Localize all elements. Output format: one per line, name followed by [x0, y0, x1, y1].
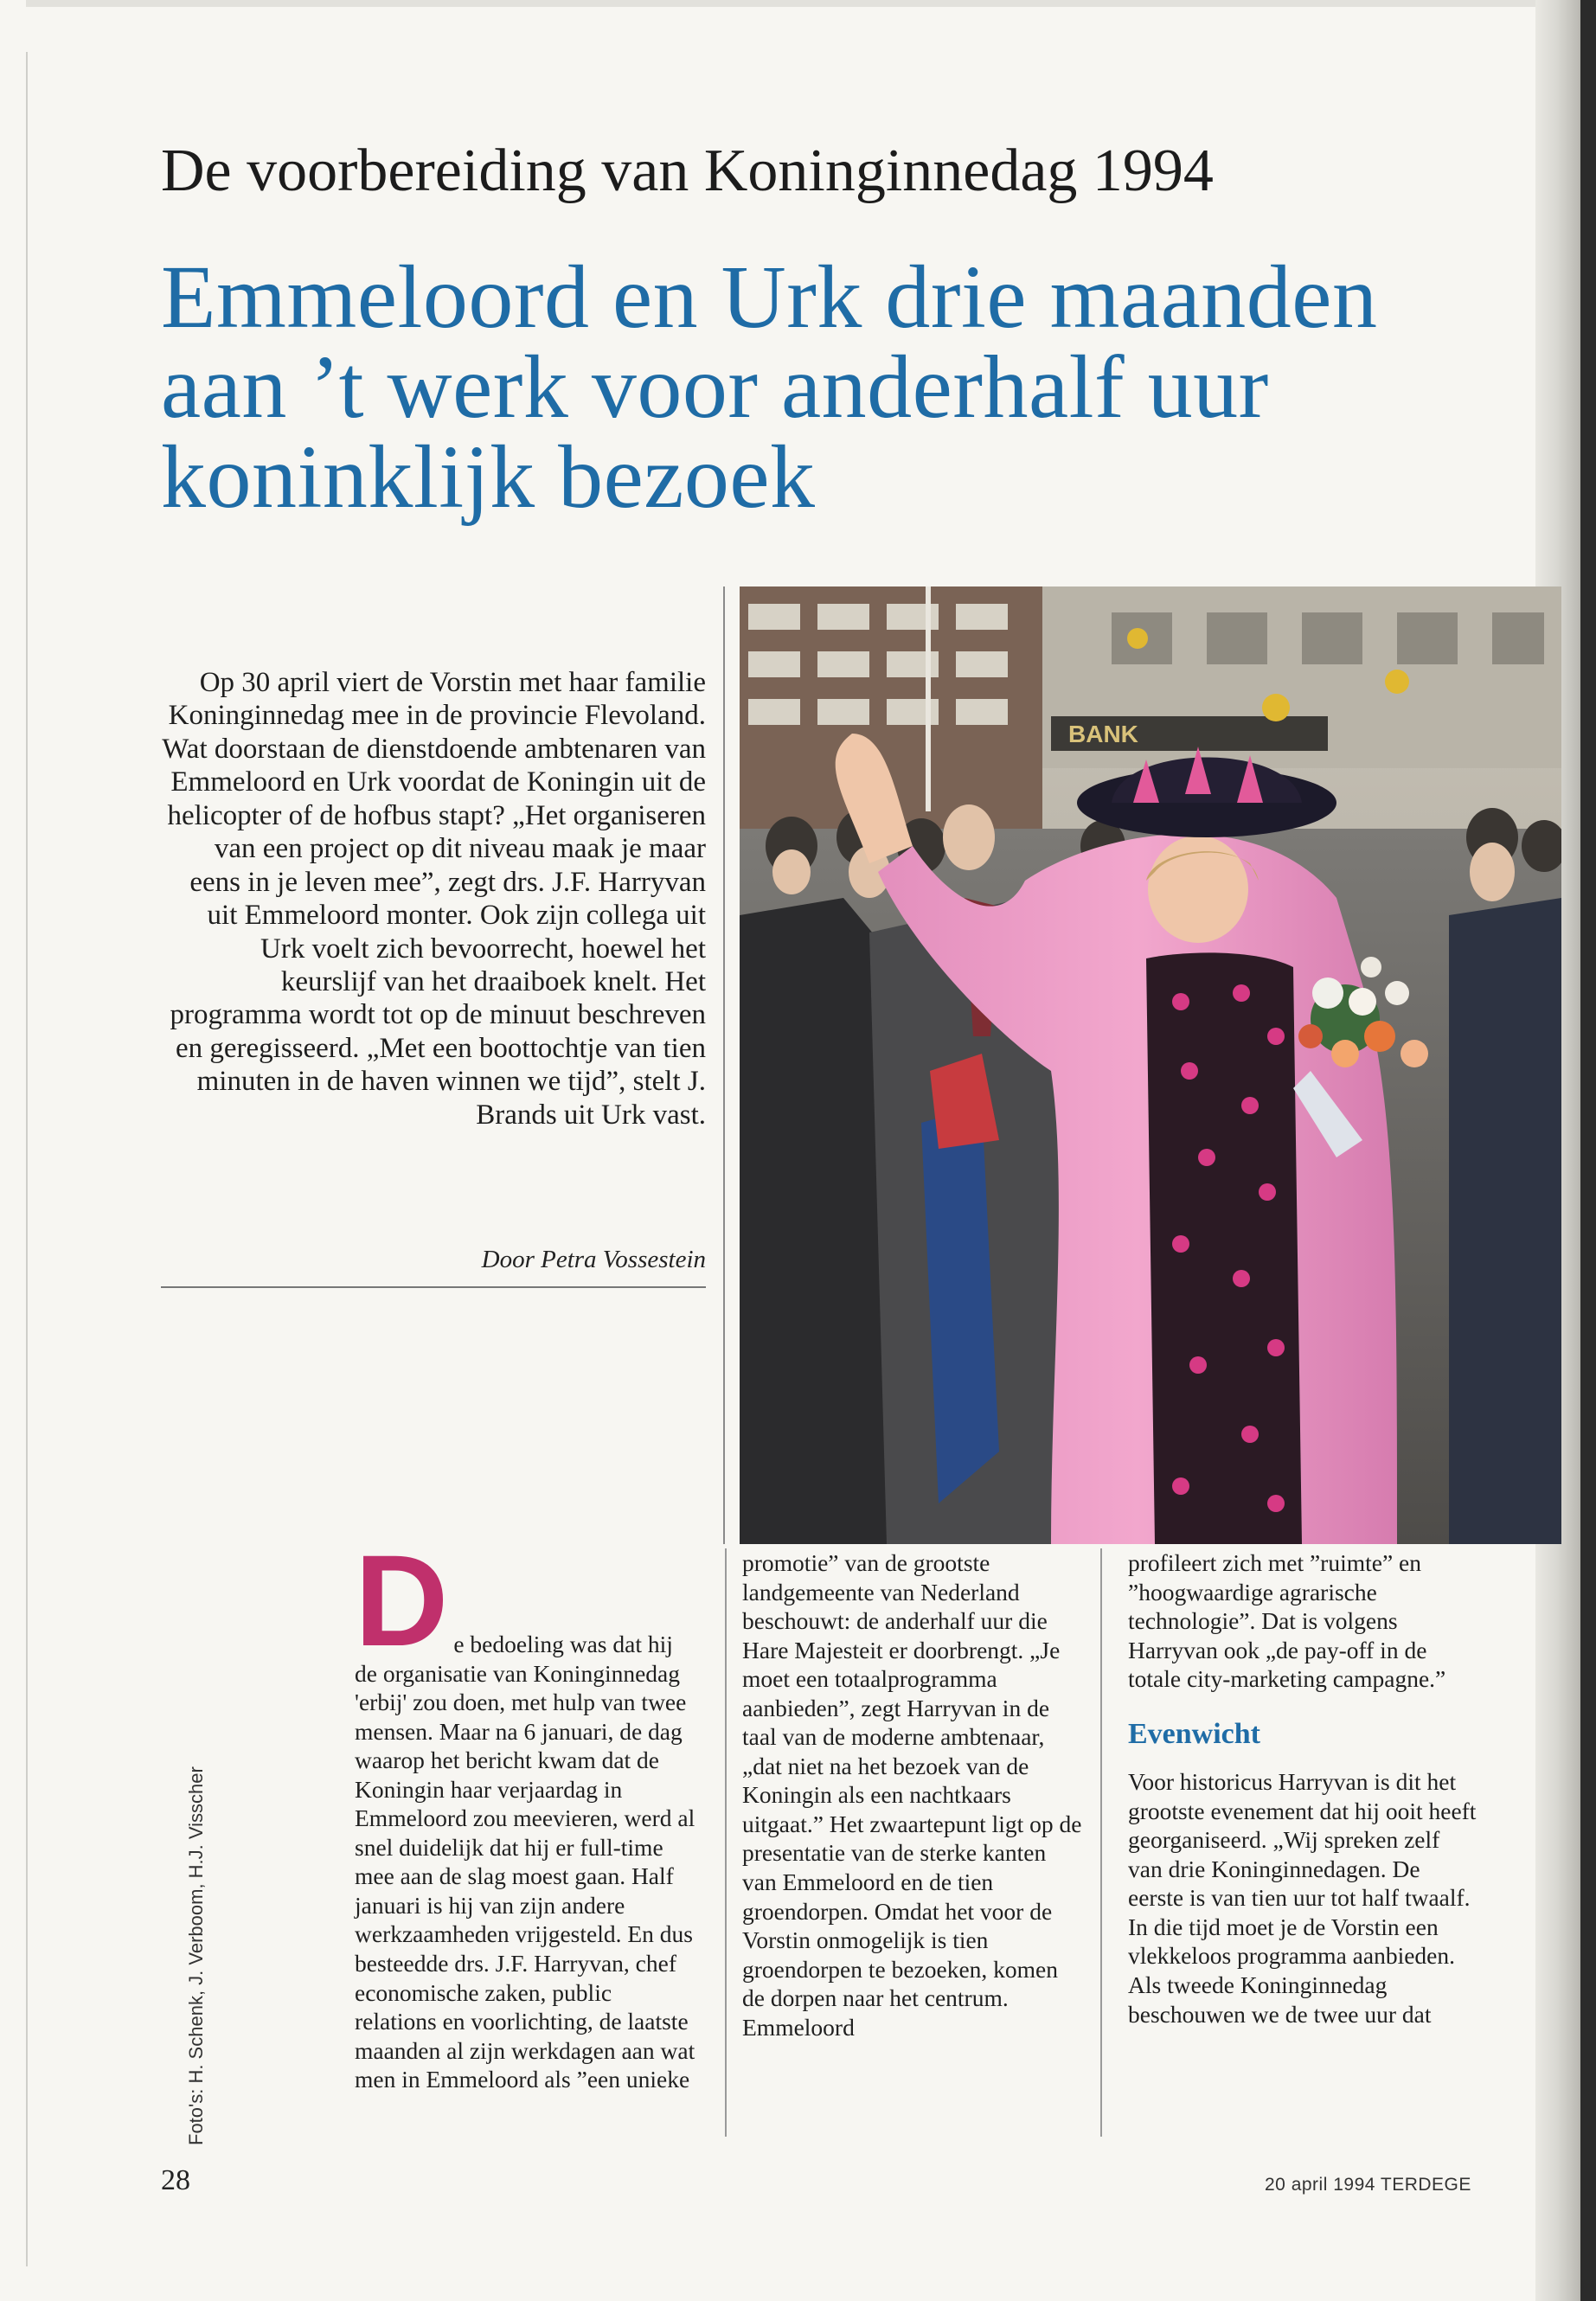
page-left-edge: [26, 52, 28, 2266]
subheading: Evenwicht: [1128, 1717, 1260, 1750]
column-2-text: promotie” van de grootste landgemeente van Nederland beschouwt: de anderhalf uur die Hare Majesteit er doorbrengt. „Je moet een totaalprogramma aanbieden”, zegt Harryvan in de taal van de moderne ambtenaar, „dat niet na het bezoek van de Koningin als een nachtkaars uitgaat.” Het zwaartepunt ligt op de presentatie van de sterke kanten van Emmeloord en de tien groendorpen. Omdat het voor de Vorstin onmogelijk is tien groendorpen te bezoeken, komen de dorpen naar het centrum. Emmeloord: [742, 1549, 1082, 2041]
column-3-bottom-text: Voor historicus Harryvan is dit het grootste evenement dat hij ooit heeft georganiseerd. „Wij spreken zelf van drie Koninginnedagen. De eerste is van tien uur tot half twaalf. In die tijd moet je de Vorstin een vlekkeloos programma aanbieden. Als tweede Koninginnedag beschouwen we de twee uur dat: [1128, 1768, 1477, 2028]
byline: Door Petra Vossestein: [481, 1246, 706, 1273]
column-1-text: e bedoeling was dat hij de organisatie van Koninginnedag 'erbij' zou doen, met hulp van twee mensen. Maar na 6 januari, de dag waarop het bericht kwam dat de Koningin haar verjaardag in Emmeloord zou meevieren, werd al snel duidelijk dat hij er full-time mee aan de slag moest gaan. Half januari is hij van zijn andere werkzaamheden vrijgesteld. En dus besteedde drs. J.F. Harryvan, chef economische zaken, public relations en voorlichting, de laatste maanden al zijn werkdagen aan wat men in Emmeloord als ”een unieke: [355, 1631, 695, 2093]
binding-spine-edge: [1580, 0, 1596, 2301]
queen-photo: [740, 586, 1561, 1544]
queen-photo-illustration: [740, 586, 1561, 1544]
photo-divider: [723, 586, 725, 1544]
column-divider-1: [725, 1548, 727, 2137]
article-headline: [161, 247, 1510, 527]
headline-line-3: koninklijk bezoek: [161, 427, 816, 527]
headline-line-1: Emmeloord en Urk drie maanden: [161, 247, 1378, 347]
page-number: 28: [161, 2164, 190, 2196]
issue-line: 20 april 1994 TERDEGE: [1265, 2175, 1471, 2195]
storefront-sign: BANK: [1068, 721, 1138, 747]
article-kicker: De voorbereiding van Koninginnedag 1994: [161, 138, 1214, 204]
article-lead: [161, 666, 706, 1131]
column-divider-2: [1100, 1548, 1102, 2137]
photo-credit: Foto's: H. Schenk, J. Verboom, H.J. Visscher: [185, 1766, 207, 2145]
headline-line-2: aan ’t werk voor anderhalf uur: [161, 337, 1269, 437]
lead-divider: [161, 1286, 706, 1288]
page-top-edge: [26, 0, 1535, 7]
dropcap: D: [355, 1528, 449, 1673]
column-3-top-text: profileert zich met ”ruimte” en ”hoogwaardige agrarische technologie”. Dat is volgens Harryvan ook „de pay-off in de totale city-marketing campagne.”: [1128, 1549, 1446, 1693]
lead-paragraph: Op 30 april viert de Vorstin met haar familie Koninginnedag mee in de provincie Flevoland. Wat doorstaan de dienstdoende ambtenaren van Emmeloord en Urk voordat de Koningin uit de helicopter of de hofbus stapt? „Het organiseren van een project op dit niveau maak je maar eens in je leven mee”, zegt drs. J.F. Harryvan uit Emmeloord monter. Ook zijn collega uit Urk voelt zich bevoorrecht, hoewel het keurslijf van het draaiboek knelt. Het programma wordt tot op de minuut beschreven en geregisseerd. „Met een boottochtje van tien minuten in de haven winnen we tijd”, stelt J. Brands uit Urk vast.: [162, 667, 706, 1131]
article-column-2: [742, 1548, 1084, 2041]
article-column-3: [1128, 1548, 1478, 2029]
article-column-1: [355, 1528, 696, 2094]
